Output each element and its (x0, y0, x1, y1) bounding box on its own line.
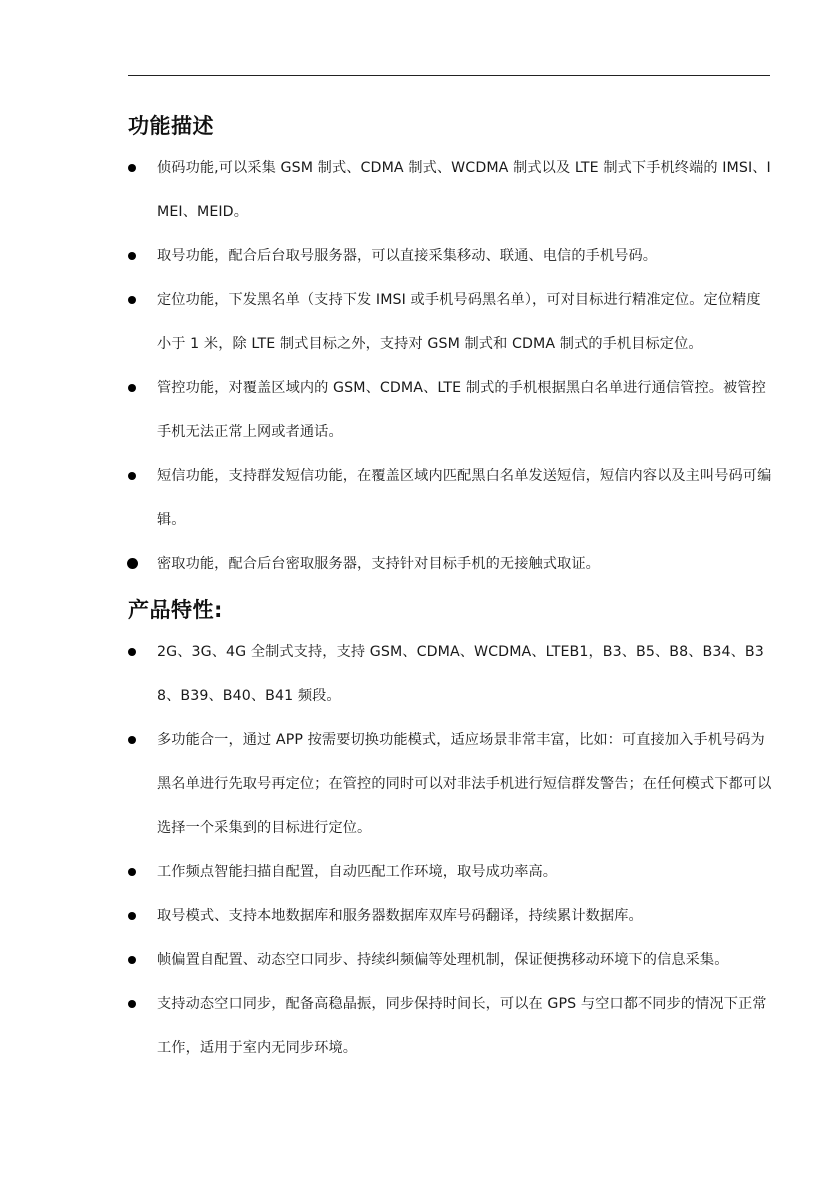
list-item-text: 支持动态空口同步，配备高稳晶振，同步保持时间长，可以在 GPS 与空口都不同步的情况下正常工作，适用于室内无同步环境。 (157, 996, 767, 1056)
bullet-icon (128, 252, 136, 260)
list-item (128, 630, 774, 718)
list-item-text: 多功能合一，通过 APP 按需要切换功能模式，适应场景非常丰富，比如：可直接加入手机号码为黑名单进行先取号再定位；在管控的同时可以对非法手机进行短信群发警告；在任何模式下都可以选择一个采集到的目标进行定位。 (157, 732, 772, 836)
bullet-icon (128, 296, 136, 304)
section-title-features: 功能描述 (128, 114, 214, 138)
list-item (128, 850, 774, 894)
bullet-icon (128, 956, 136, 964)
header-divider (128, 75, 770, 76)
list-item (128, 938, 774, 982)
bullet-icon (128, 472, 136, 480)
list-item-text: 2G、3G、4G 全制式支持，支持 GSM、CDMA、WCDMA、LTEB1，B3、B5、B8、B34、B38、B39、B40、B41 频段。 (157, 644, 764, 704)
bullet-icon (128, 648, 136, 656)
list-item-text: 取号功能，配合后台取号服务器，可以直接采集移动、联通、电信的手机号码。 (157, 248, 658, 264)
list-item-text: 密取功能，配合后台密取服务器，支持针对目标手机的无接触式取证。 (157, 556, 600, 572)
list-item (128, 234, 774, 278)
list-item-text: 侦码功能,可以采集 GSM 制式、CDMA 制式、WCDMA 制式以及 LTE 制式下手机终端的 IMSI、IMEI、MEID。 (157, 160, 771, 220)
section-title-product-features: 产品特性: (128, 598, 223, 622)
list-item (128, 718, 774, 850)
list-item (128, 454, 774, 542)
list-item-text: 取号模式、支持本地数据库和服务器数据库双库号码翻译，持续累计数据库。 (157, 908, 643, 924)
list-item (128, 894, 774, 938)
bullet-icon (128, 384, 136, 392)
bullet-icon (127, 558, 138, 569)
bullet-icon (128, 736, 136, 744)
list-item-text: 短信功能，支持群发短信功能，在覆盖区域内匹配黑白名单发送短信，短信内容以及主叫号码可编辑。 (157, 468, 772, 528)
bullet-icon (128, 164, 136, 172)
list-item (128, 366, 774, 454)
features-list (128, 146, 774, 586)
list-item-text: 帧偏置自配置、动态空口同步、持续纠频偏等处理机制，保证便携移动环境下的信息采集。 (157, 952, 729, 968)
list-item (128, 278, 774, 366)
list-item (128, 542, 774, 586)
list-item-text: 工作频点智能扫描自配置，自动匹配工作环境，取号成功率高。 (157, 864, 558, 880)
bullet-icon (128, 1000, 136, 1008)
list-item (128, 146, 774, 234)
product-features-list (128, 630, 774, 1070)
bullet-icon (128, 868, 136, 876)
list-item (128, 982, 774, 1070)
list-item-text: 管控功能，对覆盖区域内的 GSM、CDMA、LTE 制式的手机根据黑白名单进行通信管控。被管控手机无法正常上网或者通话。 (157, 380, 766, 440)
bullet-icon (128, 912, 136, 920)
list-item-text: 定位功能，下发黑名单（支持下发 IMSI 或手机号码黑名单），可对目标进行精准定位。定位精度小于 1 米，除 LTE 制式目标之外，支持对 GSM 制式和 CDMA 制式的手机目标定位。 (157, 292, 761, 352)
